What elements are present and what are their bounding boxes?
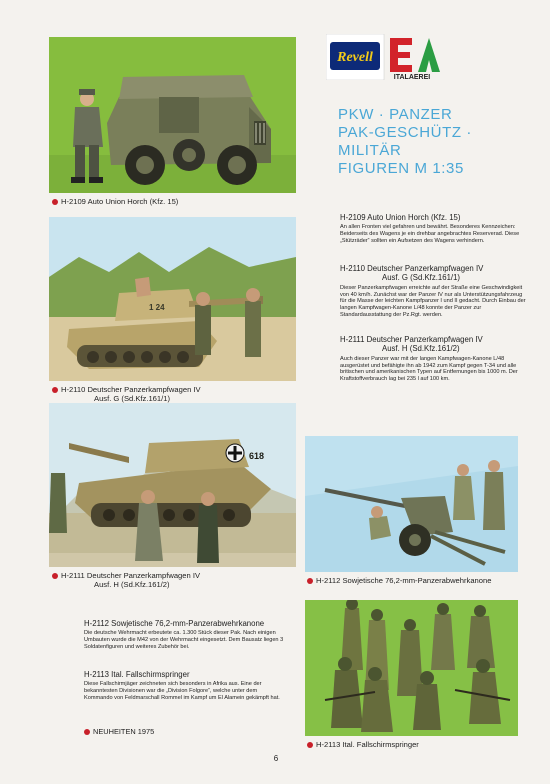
- italian-paratroopers-illustration: [305, 600, 518, 736]
- brand-logo: [326, 34, 476, 80]
- red-bullet-icon: [307, 742, 313, 748]
- caption-h2112-text: H-2112 Sowjetische 76,2-mm-Panzerabwehrkanone: [316, 576, 492, 585]
- description-h2112-title: H-2112 Sowjetische 76,2-mm-Panzerabwehrkanone: [84, 619, 265, 628]
- caption-h2109-text: H-2109 Auto Union Horch (Kfz. 15): [61, 197, 179, 206]
- panzer-iv-h-illustration: [49, 403, 296, 567]
- red-bullet-icon: [307, 578, 313, 584]
- caption-h2110: [52, 385, 201, 403]
- caption-h2111: [52, 571, 200, 589]
- description-h2109-title: H-2109 Auto Union Horch (Kfz. 15): [340, 213, 461, 222]
- soviet-at-gun-illustration: [305, 436, 518, 572]
- panzer-iv-g-illustration: [49, 217, 296, 381]
- description-h2113: [84, 670, 284, 702]
- tank-marking-2111: 618: [249, 451, 265, 461]
- headline-line-3: FIGUREN M 1:35: [338, 160, 464, 177]
- caption-h2111-line2: Ausf. H (Sd.Kfz.161/2): [94, 580, 170, 589]
- description-h2111-body: Auch dieser Panzer war mit der langen Kampfwagen-Kanone L/48 ausgerüstet und befähigte ihn ab 1942 zum Kampf gegen T-34 und alle britischen und amerikanischen Typen auf Entfernungen bis 1000 m. Der Kraftstoffverbrauch lag bei 235 l auf 100 km.: [340, 355, 518, 382]
- description-h2110-title-line1: H-2110 Deutscher Panzerkampfwagen IV: [340, 264, 484, 273]
- description-h2112-body: Die deutsche Wehrmacht erbeutete ca. 1.300 Stück dieser Pak. Nach einigen Umbauten wurde die M42 von der Wehrmacht eingesetzt. Dem Bausatz liegen 3 Soldatenfiguren und weiteres Zubehör bei.: [84, 630, 284, 650]
- description-h2110-title: [340, 264, 530, 283]
- description-h2110: [340, 264, 530, 318]
- catalog-headline: [338, 106, 538, 178]
- description-h2109: [340, 213, 530, 245]
- description-h2111-title-line2: Ausf. H (Sd.Kfz.161/2): [382, 344, 460, 354]
- tank-marking-2110: 1 24: [149, 303, 165, 312]
- description-h2111: [340, 335, 530, 383]
- description-h2113-title: H-2113 Ital. Fallschirmspringer: [84, 670, 190, 679]
- caption-h2110-line1: H-2110 Deutscher Panzerkampfwagen IV: [61, 385, 201, 394]
- italaerei-logo-text: ITALAEREI: [393, 74, 431, 80]
- caption-h2113-text: H-2113 Ital. Fallschirmspringer: [316, 740, 419, 749]
- description-h2111-title-line1: H-2111 Deutscher Panzerkampfwagen IV: [340, 335, 483, 344]
- red-bullet-icon: [84, 729, 90, 735]
- headline-line-2: PAK-GESCHÜTZ · MILITÄR: [338, 124, 472, 159]
- red-bullet-icon: [52, 387, 58, 393]
- description-h2112: [84, 619, 284, 651]
- red-bullet-icon: [52, 199, 58, 205]
- neuheiten-text: NEUHEITEN 1975: [93, 727, 155, 736]
- description-h2109-body: An allen Fronten viel gefahren und bewährt. Besonderes Kennzeichen: Beiderseits des Wagens je ein drehbar angebrachtes Reserverad. Diese „Stützräder“ sollten ein Aufsetzen des Wagens verhindern.: [340, 224, 520, 244]
- revell-logo-text: Revell: [337, 50, 373, 65]
- red-bullet-icon: [52, 573, 58, 579]
- caption-h2112: [307, 576, 491, 585]
- caption-h2110-line2: Ausf. G (Sd.Kfz.161/1): [94, 394, 170, 403]
- page-number: 6: [273, 754, 279, 763]
- horch-car-illustration: [49, 37, 296, 193]
- description-h2110-body: Dieser Panzerkampfwagen erreichte auf der Straße eine Geschwindigkeit von 40 km/h. Zunächst war der Panzer IV nur als Unterstützungsfahrzeug für die Masse der leichten Kampfpanzer I und II gedacht. Durch Einbau der langen Kampfwagen-Kanone L/48 konnte der Panzer zur Standardausstattung der Pz.Rgt. werden.: [340, 284, 526, 318]
- caption-h2109: [52, 197, 178, 206]
- description-h2111-title: [340, 335, 530, 354]
- neuheiten-label: [84, 727, 154, 736]
- caption-h2113: [307, 740, 419, 749]
- headline-line-1: PKW · PANZER: [338, 106, 453, 123]
- caption-h2111-line1: H-2111 Deutscher Panzerkampfwagen IV: [61, 571, 201, 580]
- description-h2113-body: Diese Fallschirmjäger zeichneten sich besonders in Afrika aus. Eine der bekanntesten Divisionen war die „Division Folgore“, welche unter dem Kommando von Feldmarschall Rommel im Kampf um El Alamein gekämpft hat.: [84, 681, 280, 701]
- description-h2110-title-line2: Ausf. G (Sd.Kfz.161/1): [382, 273, 461, 283]
